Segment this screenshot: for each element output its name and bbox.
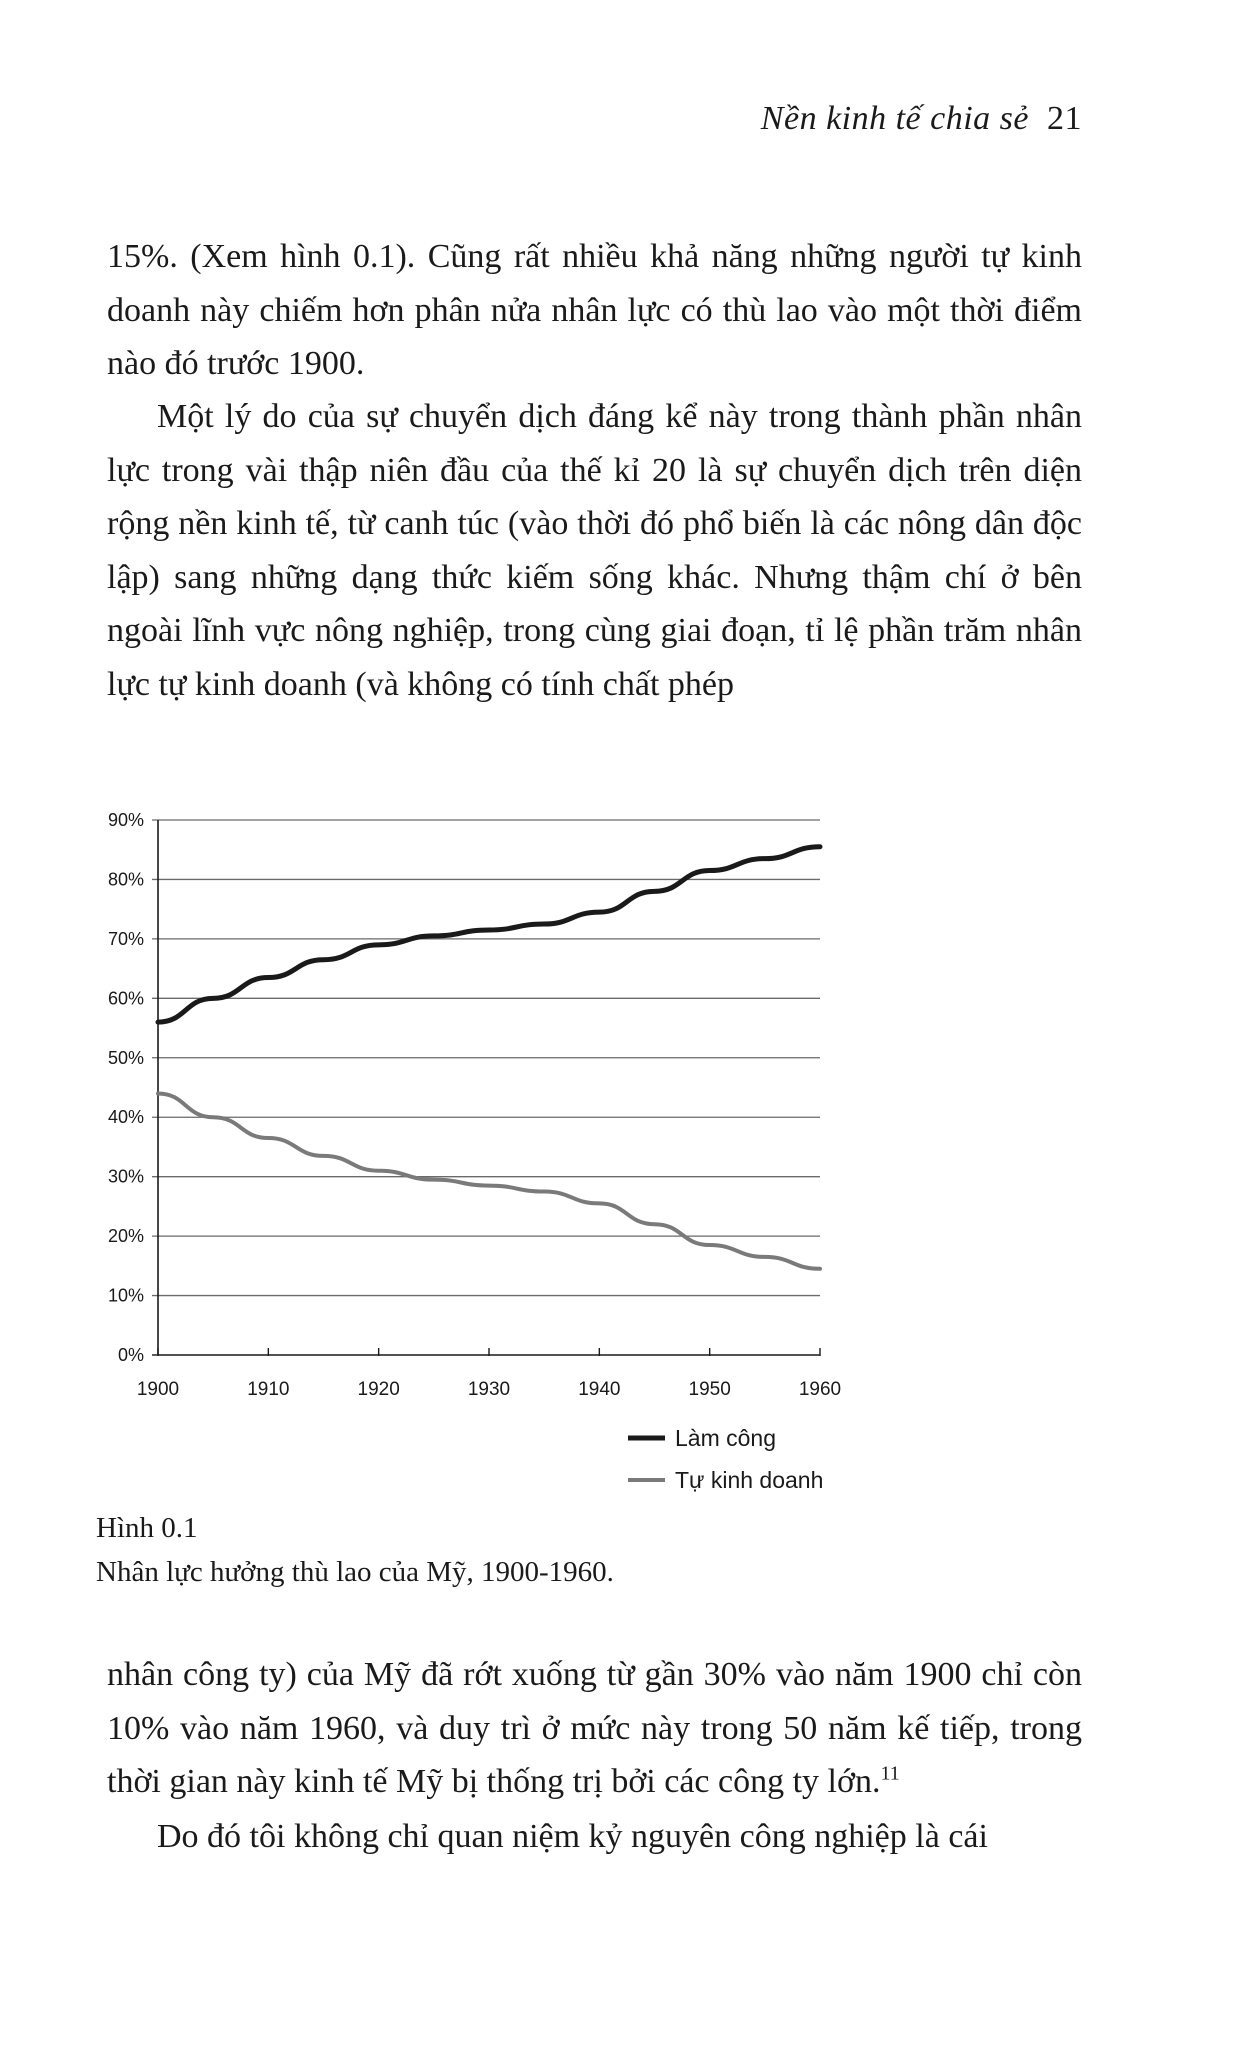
paragraph-2: Một lý do của sự chuyển dịch đáng kể này trong thành phần nhân lực trong vài thập niên đầu của thế kỉ 20 là sự chuyển dịch trên diện rộng nền kinh tế, từ canh túc (vào thời đó phổ biến là các nông dân độc lập) sang những dạng thức kiếm sống khác. Nhưng thậm chí ở bên ngoài lĩnh vực nông nghiệp, trong cùng giai đoạn, tỉ lệ phần trăm nhân lực tự kinh doanh (và không có tính chất phép [107, 398, 1082, 703]
paragraph-3 [107, 1648, 1082, 1809]
paragraph-3-text: nhân công ty) của Mỹ đã rớt xuống từ gần 30% vào năm 1900 chỉ còn 10% vào năm 1960, và duy trì ở mức này trong 50 năm kế tiếp, trong thời gian này kinh tế Mỹ bị thống trị bởi các công ty lớn. [107, 1656, 1082, 1800]
y-tick-label: 80% [107, 869, 144, 890]
x-tick-label: 1900 [136, 1379, 180, 1400]
legend-label: Tự kinh doanh [675, 1467, 824, 1493]
x-tick-label: 1960 [798, 1379, 842, 1400]
y-tick-label: 40% [107, 1107, 144, 1128]
running-head-title: Nền kinh tế chia sẻ [760, 100, 1029, 137]
figure-label: Hình 0.1 [96, 1512, 198, 1544]
y-tick-label: 60% [107, 988, 144, 1009]
series-lam-cong-line [158, 847, 820, 1022]
figure-chart [80, 790, 900, 1510]
x-tick-label: 1950 [688, 1379, 731, 1400]
y-tick-label: 0% [117, 1345, 144, 1365]
x-tick-label: 1940 [578, 1379, 621, 1400]
y-tick-label: 70% [107, 928, 144, 949]
footnote-ref: 11 [880, 1762, 900, 1785]
series-tu-kinh-doanh-line [158, 1093, 820, 1268]
running-head [761, 100, 1082, 138]
y-tick-label: 10% [107, 1285, 144, 1306]
x-tick-label: 1920 [357, 1379, 400, 1400]
y-tick-label: 20% [107, 1226, 144, 1247]
y-tick-label: 90% [107, 810, 144, 830]
paragraph-4: Do đó tôi không chỉ quan niệm kỷ nguyên công nghiệp là cái [157, 1818, 988, 1855]
x-tick-label: 1910 [247, 1379, 290, 1400]
y-tick-label: 30% [107, 1166, 144, 1187]
figure-caption: Nhân lực hưởng thù lao của Mỹ, 1900-1960. [96, 1556, 614, 1588]
page-number: 21 [1047, 100, 1082, 137]
x-tick-label: 1930 [467, 1379, 511, 1400]
line-chart [80, 790, 900, 1510]
paragraph-1: 15%. (Xem hình 0.1). Cũng rất nhiều khả năng những người tự kinh doanh này chiếm hơn phân nửa nhân lực có thù lao vào một thời điểm nào đó trước 1900. [107, 238, 1082, 382]
legend-label: Làm công [675, 1425, 777, 1451]
y-tick-label: 50% [107, 1047, 144, 1068]
